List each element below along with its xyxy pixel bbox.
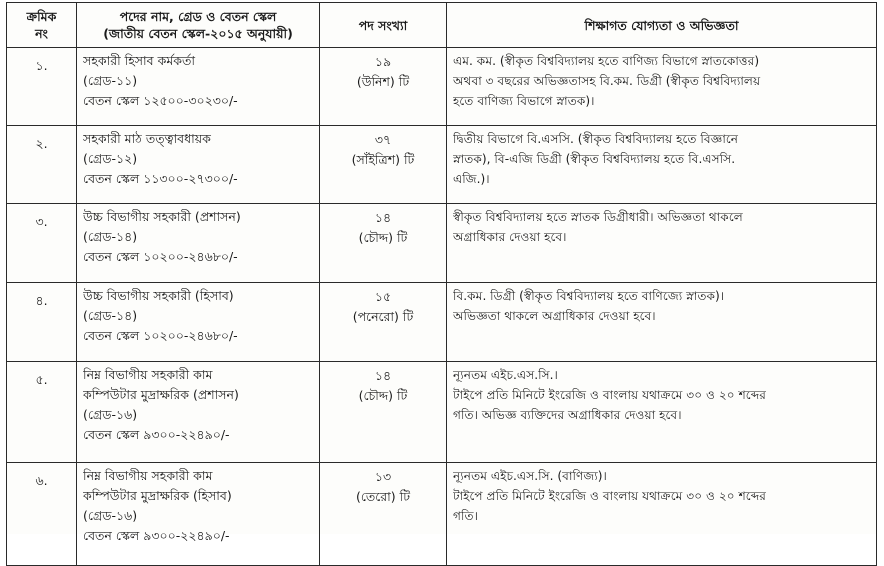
- post-pay-scale: বেতন স্কেল ১১৩০০-২৭৩০০/-: [83, 171, 238, 186]
- qualification-line: এজি.)।: [453, 172, 490, 186]
- post-header-line1: পদের নাম, গ্রেড ও বেতন স্কেল: [119, 9, 277, 24]
- post-header-line2: (জাতীয় বেতন স্কেল-২০১৫ অনুযায়ী): [103, 26, 293, 41]
- post-cell: [77, 362, 320, 463]
- qualification-line: ন্যূনতম এইচ.এস.সি. (বাণিজ্য)।: [453, 469, 607, 483]
- post-name: উচ্চ বিভাগীয় সহকারী (হিসাব): [83, 288, 234, 303]
- count-words: (পনেরো) টি: [352, 309, 414, 324]
- count-number: ৩৭: [374, 132, 392, 147]
- post-grade: (গ্রেড-১২): [83, 151, 138, 166]
- post-name: নিম্ন বিভাগীয় সহকারী কাম: [83, 468, 213, 483]
- table-row: [7, 362, 877, 463]
- serial-cell: ৪.: [7, 283, 77, 362]
- qualification-line: টাইপে প্রতি মিনিটে ইংরেজি ও বাংলায় যথাক্রমে ৩০ ও ২০ শব্দের: [453, 489, 766, 503]
- post-grade: (গ্রেড-১৬): [83, 508, 138, 523]
- serial-header-line1: ক্রমিক: [26, 9, 57, 24]
- post-name-cont: কম্পিউটার মুদ্রাক্ষরিক (হিসাব): [83, 488, 232, 503]
- serial-cell: ১.: [7, 48, 77, 126]
- post-pay-scale: বেতন স্কেল ৯৩০০-২২৪৯০/-: [83, 427, 230, 442]
- qualification-line: টাইপে প্রতি মিনিটে ইংরেজি ও বাংলায় যথাক্রমে ৩০ ও ২০ শব্দের: [453, 388, 766, 402]
- qualification-line: দ্বিতীয় বিভাগে বি.এসসি. (স্বীকৃত বিশ্ববিদ্যালয় হতে বিজ্ঞানে: [453, 132, 739, 146]
- qualification-line: অথবা ৩ বছরের অভিজ্ঞতাসহ বি.কম. ডিগ্রী (স্বীকৃত বিশ্ববিদ্যালয়: [453, 74, 761, 88]
- count-number: ১৪: [374, 368, 392, 383]
- count-number: ১৪: [374, 210, 392, 225]
- qualification-header: শিক্ষাগত যোগ্যতা ও অভিজ্ঞতা: [447, 3, 877, 48]
- count-number: ১৩: [374, 469, 392, 484]
- serial-cell: ৫.: [7, 362, 77, 463]
- table-header-row: [7, 3, 877, 48]
- qualification-line: স্বীকৃত বিশ্ববিদ্যালয় হতে স্নাতক ডিগ্রীধারী। অভিজ্ঞতা থাকলে: [453, 210, 743, 224]
- vacancy-table: [6, 2, 877, 566]
- post-cell: [77, 463, 320, 566]
- post-pay-scale: বেতন স্কেল ১০২০০-২৪৬৮০/-: [83, 249, 238, 264]
- qualification-line: অগ্রাধিকার দেওয়া হবে।: [453, 230, 567, 244]
- count-cell: [320, 463, 447, 566]
- count-cell: [320, 126, 447, 204]
- count-words: (উনিশ) টি: [356, 74, 410, 89]
- post-name: উচ্চ বিভাগীয় সহকারী (প্রশাসন): [83, 209, 241, 224]
- table-row: [7, 463, 877, 566]
- serial-header: [7, 3, 77, 48]
- post-name-cont: কম্পিউটার মুদ্রাক্ষরিক (প্রশাসন): [83, 387, 239, 402]
- qualification-line: অভিজ্ঞতা থাকলে অগ্রাধিকার দেওয়া হবে।: [453, 309, 656, 323]
- table-row: [7, 204, 877, 283]
- table-row: [7, 48, 877, 126]
- count-words: (চৌদ্দ) টি: [358, 230, 408, 245]
- serial-cell: ২.: [7, 126, 77, 204]
- qualification-cell: [447, 126, 877, 204]
- table-row: [7, 126, 877, 204]
- serial-cell: ৩.: [7, 204, 77, 283]
- qualification-cell: [447, 283, 877, 362]
- post-cell: [77, 126, 320, 204]
- post-grade: (গ্রেড-১৪): [83, 229, 138, 244]
- qualification-line: এম. কম. (স্বীকৃত বিশ্ববিদ্যালয় হতে বাণিজ্য বিভাগে স্নাতকোত্তর): [453, 54, 760, 68]
- serial-cell: ৬.: [7, 463, 77, 566]
- qualification-cell: [447, 362, 877, 463]
- post-name: সহকারী হিসাব কর্মকর্তা: [83, 53, 196, 68]
- post-pay-scale: বেতন স্কেল ৯৩০০-২২৪৯০/-: [83, 528, 230, 543]
- qualification-line: স্নাতক), বি-এজি ডিগ্রী (স্বীকৃত বিশ্ববিদ্যালয় হতে বি.এসসি.: [453, 152, 736, 166]
- post-pay-scale: বেতন স্কেল ১০২০০-২৪৬৮০/-: [83, 328, 238, 343]
- post-cell: [77, 48, 320, 126]
- qualification-line: গতি।: [453, 509, 478, 523]
- count-words: (চৌদ্দ) টি: [358, 388, 408, 403]
- count-words: (সাঁইত্রিশ) টি: [351, 152, 415, 167]
- qualification-cell: [447, 204, 877, 283]
- count-cell: [320, 204, 447, 283]
- post-cell: [77, 283, 320, 362]
- post-name: সহকারী মাঠ তত্ত্বাবধায়ক: [83, 131, 211, 146]
- post-name: নিম্ন বিভাগীয় সহকারী কাম: [83, 367, 213, 382]
- count-header: পদ সংখ্যা: [320, 3, 447, 48]
- serial-header-line2: নং: [35, 26, 48, 41]
- post-grade: (গ্রেড-১৪): [83, 308, 138, 323]
- count-cell: [320, 283, 447, 362]
- post-header: [77, 3, 320, 48]
- count-cell: [320, 48, 447, 126]
- qualification-cell: [447, 48, 877, 126]
- count-number: ১৯: [374, 54, 392, 69]
- table-row: [7, 283, 877, 362]
- post-grade: (গ্রেড-১৬): [83, 407, 138, 422]
- qualification-line: হতে বাণিজ্য বিভাগে স্নাতক)।: [453, 94, 595, 108]
- post-grade: (গ্রেড-১১): [83, 73, 138, 88]
- count-words: (তেরো) টি: [355, 489, 411, 504]
- count-number: ১৫: [374, 289, 392, 304]
- qualification-line: বি.কম. ডিগ্রী (স্বীকৃত বিশ্ববিদ্যালয় হতে বাণিজ্যে স্নাতক)।: [453, 289, 725, 303]
- qualification-line: ন্যূনতম এইচ.এস.সি.।: [453, 368, 558, 382]
- post-pay-scale: বেতন স্কেল ১২৫০০-৩০২৩০/-: [83, 93, 238, 108]
- count-cell: [320, 362, 447, 463]
- qualification-cell: [447, 463, 877, 566]
- qualification-line: গতি। অভিজ্ঞ ব্যক্তিদের অগ্রাধিকার দেওয়া হবে।: [453, 408, 682, 422]
- post-cell: [77, 204, 320, 283]
- recruitment-notice-sheet: [6, 2, 876, 543]
